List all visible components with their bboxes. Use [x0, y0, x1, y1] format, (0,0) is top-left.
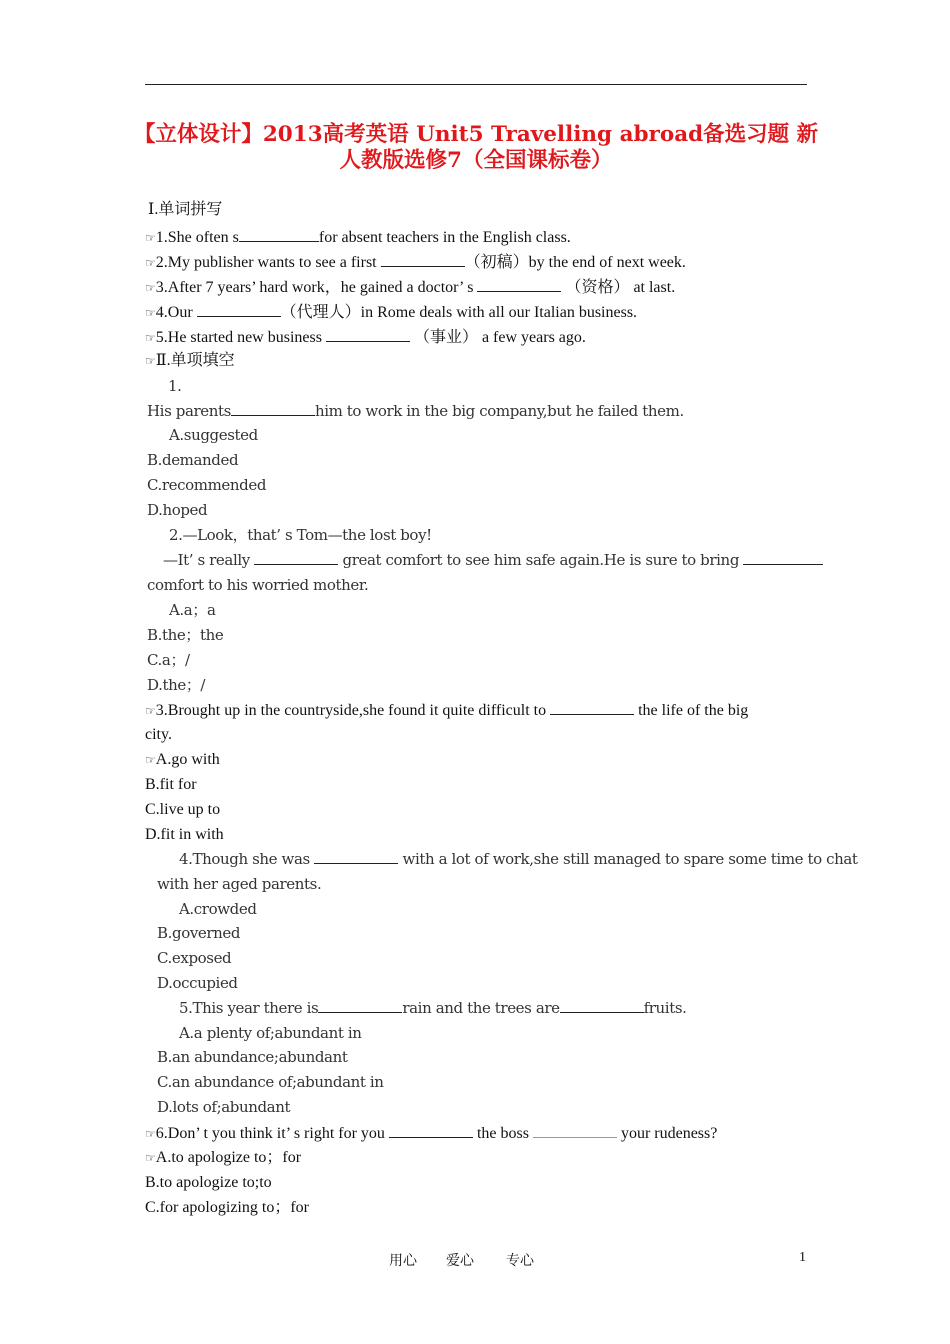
- option: ☞A.to apologize to；for: [145, 1149, 302, 1166]
- option: C.an abundance of;abundant in: [157, 1073, 384, 1091]
- pointing-hand-icon: ☞: [145, 753, 155, 767]
- header-rule: [145, 84, 807, 85]
- option: B.the；the: [147, 626, 224, 644]
- pointing-hand-icon: ☞: [145, 354, 155, 368]
- pointing-hand-icon: ☞: [145, 306, 155, 320]
- question-line: ☞2.My publisher wants to see a first （初稿）by the end of next week.: [145, 254, 686, 271]
- option: ☞A.go with: [145, 751, 220, 768]
- option: D.lots of;abundant: [157, 1098, 291, 1116]
- pointing-hand-icon: ☞: [145, 256, 155, 270]
- question-line: —It’ s really great comfort to see him safe again.He is sure to bring: [163, 550, 823, 570]
- footer-motto-1: 用心: [389, 1254, 417, 1269]
- question-line: comfort to his worried mother.: [147, 576, 369, 594]
- page-title: [120, 122, 832, 174]
- question-line: ☞3.After 7 years’ hard work，he gained a doctor’ s （资格） at last.: [145, 279, 676, 296]
- option: B.fit for: [145, 776, 197, 793]
- question-line: with her aged parents.: [157, 875, 322, 893]
- answer-blank: [197, 302, 281, 317]
- question-line: 4.Though she was with a lot of work,she still managed to spare some time to chat: [179, 850, 858, 868]
- title-line-1: 【立体设计】2013高考英语 Unit5 Travelling abroad备选习题 新: [133, 122, 819, 147]
- option: D.hoped: [147, 501, 208, 519]
- answer-blank: [477, 277, 561, 292]
- option: C.recommended: [147, 476, 267, 494]
- pointing-hand-icon: ☞: [145, 1127, 155, 1141]
- answer-blank: [254, 550, 338, 565]
- question-line: ☞5.He started new business （事业） a few years ago.: [145, 329, 586, 346]
- option: A.suggested: [169, 426, 258, 444]
- option: C.live up to: [145, 801, 221, 818]
- option: D.the；/: [147, 676, 206, 694]
- question-line: ☞6.Don’ t you think it’ s right for you the boss your rudeness?: [145, 1125, 718, 1142]
- option: A.a plenty of;abundant in: [179, 1024, 362, 1042]
- pointing-hand-icon: ☞: [145, 281, 155, 295]
- answer-blank: [389, 1123, 473, 1138]
- answer-blank: [326, 327, 410, 342]
- question-line: ☞3.Brought up in the countryside,she found it quite difficult to the life of the big: [145, 702, 749, 719]
- question-line: 5.This year there is rain and the trees are fruits.: [179, 999, 687, 1017]
- option: C.exposed: [157, 949, 232, 967]
- question-line: ☞1.She often s for absent teachers in the English class.: [145, 229, 571, 246]
- option: B.an abundance;abundant: [157, 1048, 348, 1066]
- answer-blank: [318, 998, 402, 1013]
- page-number: 1: [799, 1250, 806, 1265]
- section-heading: ☞Ⅱ.单项填空: [145, 352, 235, 369]
- option: C.for apologizing to；for: [145, 1199, 309, 1216]
- question-line: 2.—Look，that’ s Tom—the lost boy!: [169, 526, 432, 544]
- question-line: city.: [145, 726, 172, 743]
- title-line-2: 人教版选修7（全国课标卷）: [339, 148, 613, 173]
- footer-motto-3: 专心: [506, 1254, 534, 1269]
- section-heading: Ⅰ.单词拼写: [148, 201, 223, 218]
- option: A.a；a: [169, 601, 216, 619]
- answer-blank: [560, 998, 644, 1013]
- pointing-hand-icon: ☞: [145, 704, 155, 718]
- option: B.to apologize to;to: [145, 1174, 272, 1191]
- option: A.crowded: [179, 900, 257, 918]
- pointing-hand-icon: ☞: [145, 1151, 155, 1165]
- pointing-hand-icon: ☞: [145, 331, 155, 345]
- question-line: ☞4.Our （代理人）in Rome deals with all our Italian business.: [145, 304, 638, 321]
- option: D.occupied: [157, 974, 238, 992]
- pointing-hand-icon: ☞: [145, 231, 155, 245]
- option: B.governed: [157, 924, 241, 942]
- option: D.fit in with: [145, 826, 224, 843]
- answer-blank: [550, 700, 634, 715]
- footer-motto-2: 爱心: [446, 1254, 474, 1269]
- option: B.demanded: [147, 451, 239, 469]
- answer-blank: [743, 550, 823, 565]
- question-line: His parents him to work in the big company,but he failed them.: [147, 402, 684, 420]
- option: C.a；/: [147, 651, 190, 669]
- answer-blank: [231, 401, 315, 416]
- answer-blank: [314, 849, 398, 864]
- answer-blank: [381, 252, 465, 267]
- answer-blank: [533, 1123, 617, 1138]
- answer-blank: [239, 227, 319, 242]
- question-number: 1.: [168, 377, 182, 395]
